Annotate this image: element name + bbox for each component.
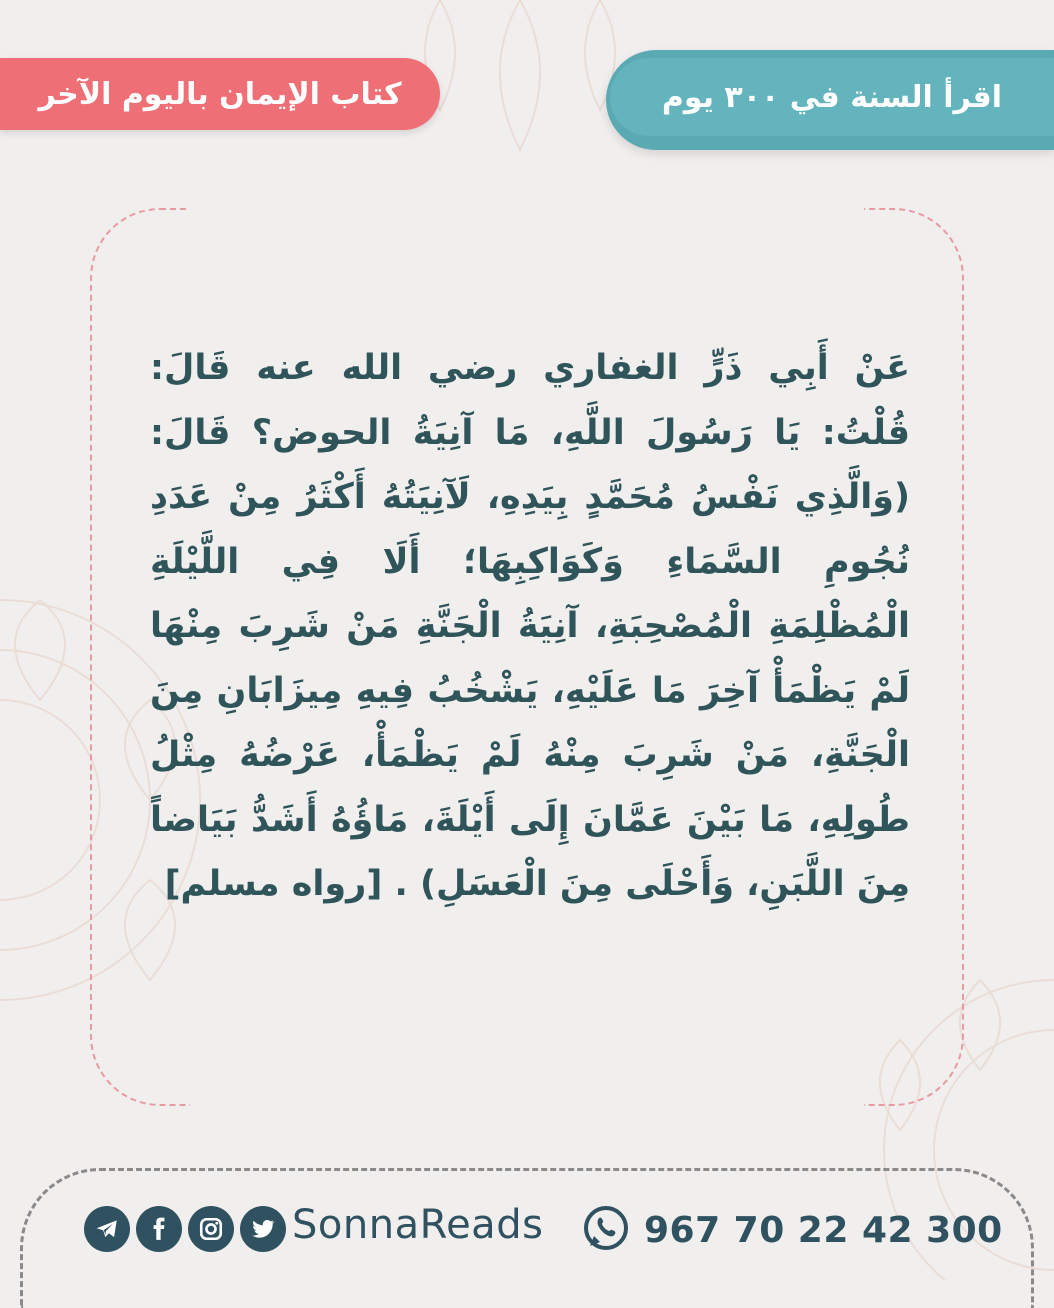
- facebook-icon[interactable]: [136, 1206, 182, 1252]
- instagram-icon[interactable]: [188, 1206, 234, 1252]
- book-title-banner: [0, 58, 440, 130]
- card-border-gap-top: [190, 200, 864, 216]
- brand-name: SonnaReads: [292, 1202, 544, 1248]
- whatsapp-icon[interactable]: [582, 1204, 630, 1256]
- hadith-text: عَنْ أَبِي ذَرٍّ الغفاري رضي الله عنه قَالَ: قُلْتُ: يَا رَسُولَ اللَّهِ، مَا آنِيَةُ الحوض؟ قَالَ: (وَالَّذِي نَفْسُ مُحَمَّدٍ بِيَدِهِ، لَآنِيَتُهُ أَكْثَرُ مِنْ عَدَدِ نُجُومِ السَّمَاءِ وَكَوَاكِبِهَا؛ أَلَا فِي اللَّيْلَةِ الْمُظْلِمَةِ الْمُصْحِبَةِ، آنِيَةُ الْجَنَّةِ مَنْ شَرِبَ مِنْهَا لَمْ يَظْمَأْ آخِرَ مَا عَلَيْهِ، يَشْخُبُ فِيهِ مِيزَابَانِ مِنَ الْجَنَّةِ، مَنْ شَرِبَ مِنْهُ لَمْ يَظْمَأْ، عَرْضُهُ مِثْلُ طُولِهِ، مَا بَيْنَ عَمَّانَ إِلَى أَيْلَةَ، مَاؤُهُ أَشَدُّ بَيَاضاً مِنَ اللَّبَنِ، وَأَحْلَى مِنَ الْعَسَلِ) . [رواه مسلم]: [150, 348, 910, 904]
- contact: [582, 1204, 1003, 1256]
- card-border-gap-bottom: [190, 1098, 864, 1114]
- telegram-icon[interactable]: [84, 1206, 130, 1252]
- social-links: [84, 1206, 286, 1252]
- series-title: اقرأ السنة في ٣٠٠ يوم: [661, 79, 1003, 115]
- phone-number: 967 70 22 42 300: [644, 1209, 1003, 1251]
- book-title: كتاب الإيمان باليوم الآخر: [38, 76, 402, 112]
- series-banner: [610, 58, 1054, 136]
- twitter-icon[interactable]: [240, 1206, 286, 1252]
